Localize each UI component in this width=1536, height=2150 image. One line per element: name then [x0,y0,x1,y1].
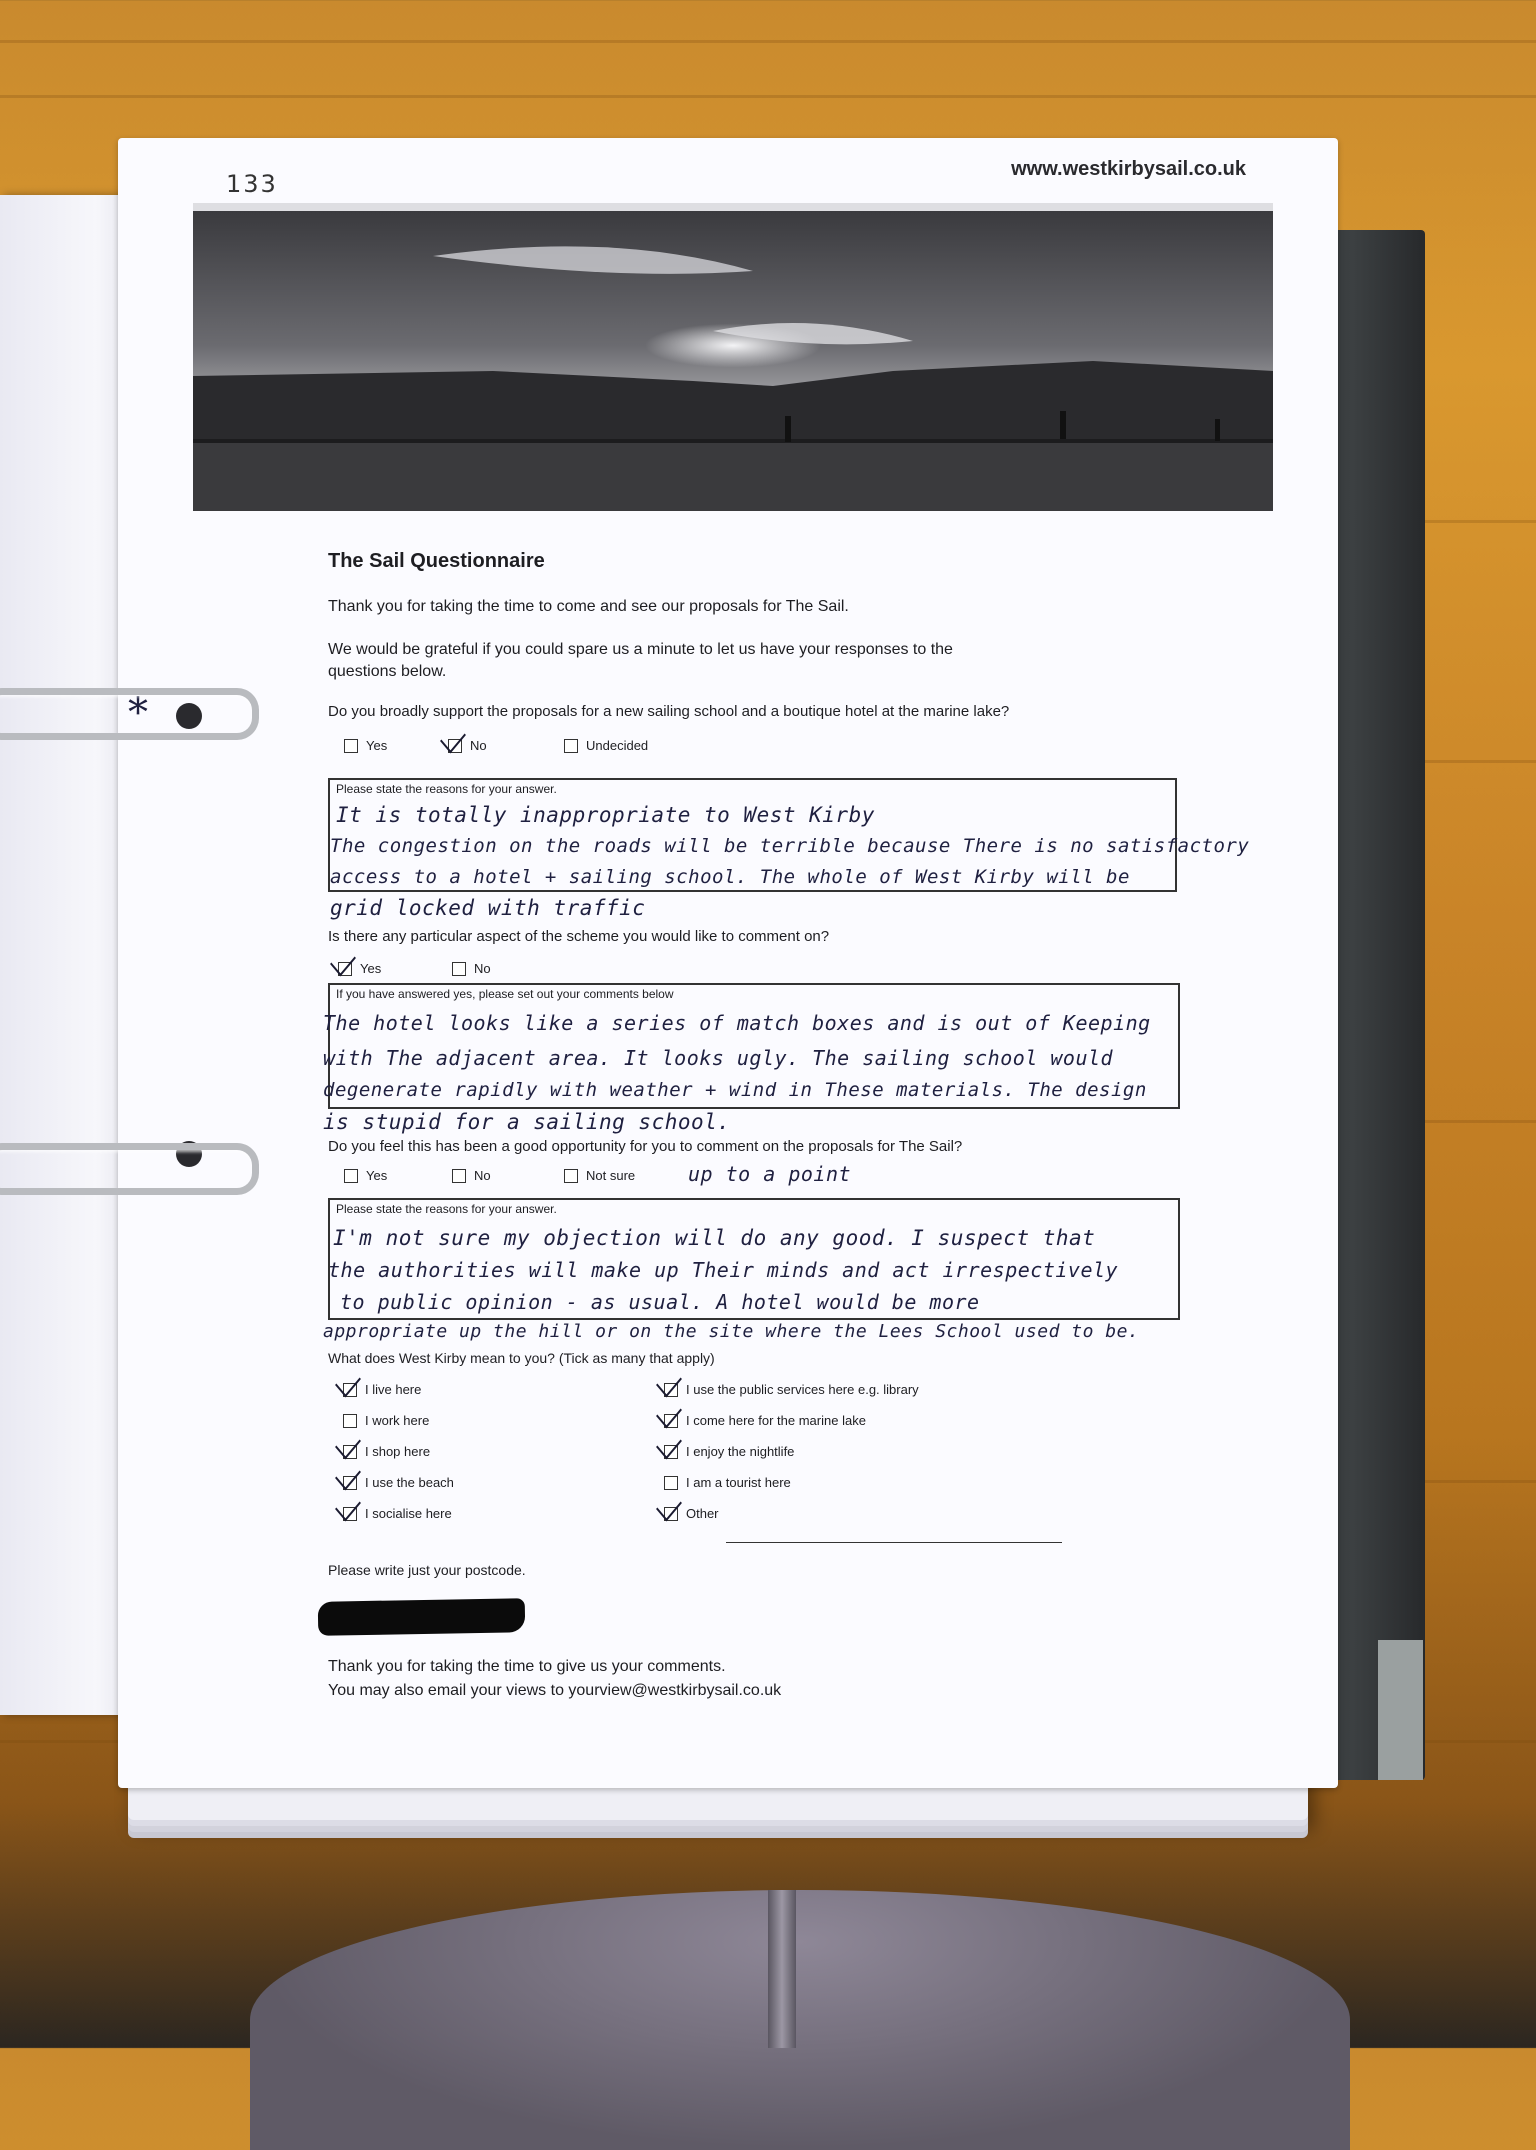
q2-yes-option[interactable] [338,961,381,976]
option-label: No [474,961,491,976]
lap-fabric [250,1890,1350,2150]
checkbox-checked[interactable] [343,1383,357,1397]
q4-beach-option[interactable] [343,1475,454,1490]
binder-edge [1378,1640,1423,1780]
question-1: Do you broadly support the proposals for a new sailing school and a boutique hotel at the marine lake? [328,703,1010,720]
intro-text-2: We would be grateful if you could spare us a minute to let us have your responses to the [328,641,953,658]
q1-undecided-option[interactable] [564,738,648,753]
option-label: I come here for the marine lake [686,1413,866,1428]
q4-work-here-option[interactable] [343,1413,429,1428]
tick-mark-icon [330,945,356,976]
tick-mark-icon [335,1428,361,1459]
tick-mark-icon [440,722,466,753]
answer-box-label: Please state the reasons for your answer. [336,782,557,796]
option-label: Not sure [586,1168,636,1183]
checkbox-checked[interactable] [664,1445,678,1459]
website-url: www.westkirbysail.co.uk [1011,158,1246,180]
checkbox-checked[interactable] [343,1476,357,1490]
tick-mark-icon [335,1490,361,1521]
option-label: Yes [366,738,388,753]
option-label: No [474,1168,491,1183]
option-label: I use the beach [365,1475,454,1490]
option-label: I shop here [365,1444,431,1459]
q4-nightlife-option[interactable] [664,1444,794,1459]
binder-ring [0,688,259,740]
checkbox[interactable] [452,1169,466,1183]
checkbox-checked[interactable] [664,1383,678,1397]
checkbox[interactable] [344,739,358,753]
q2-no-option[interactable] [452,961,491,976]
zipper-seam [768,1890,796,2048]
intro-text-2b: questions below. [328,663,447,680]
option-label: Other [686,1506,719,1521]
handwritten-note: up to a point [688,1162,852,1186]
checkbox-checked[interactable] [338,962,352,976]
question-3: Do you feel this has been a good opportunity for you to comment on the proposals for The Sail? [328,1138,963,1155]
option-label: I use the public services here e.g. library [686,1382,919,1397]
checkbox-checked[interactable] [448,739,462,753]
tick-mark-icon [656,1397,682,1428]
tick-mark-icon [335,1459,361,1490]
q4-other-option[interactable] [664,1506,719,1521]
q4-shop-here-option[interactable] [343,1444,430,1459]
closing-email-text: You may also email your views to yourview@westkirbysail.co.uk [328,1682,782,1699]
tick-mark-icon [335,1366,361,1397]
handwritten-line: grid locked with traffic [330,896,646,920]
checkbox[interactable] [452,962,466,976]
checkbox-checked[interactable] [664,1414,678,1428]
handwritten-line: degenerate rapidly with weather + wind in These materials. The design [323,1079,1147,1101]
checkbox[interactable] [343,1414,357,1428]
tick-mark-icon [656,1366,682,1397]
option-label: Undecided [586,738,649,753]
checkbox[interactable] [344,1169,358,1183]
q1-no-option[interactable] [448,738,487,753]
q4-marine-lake-option[interactable] [664,1413,866,1428]
handwritten-line: The hotel looks like a series of match boxes and is out of Keeping [323,1011,1151,1035]
q3-yes-option[interactable] [344,1168,387,1183]
q3-no-option[interactable] [452,1168,491,1183]
closing-text: Thank you for taking the time to give us your comments. [328,1658,726,1675]
handwritten-line: the authorities will make up Their minds and act irrespectively [328,1258,1119,1282]
handwritten-line: with The adjacent area. It looks ugly. The sailing school would [323,1046,1114,1070]
handwritten-line: I'm not sure my objection will do any good. I suspect that [333,1226,1096,1250]
questionnaire-page [118,138,1338,1788]
checkbox-checked[interactable] [664,1507,678,1521]
handwritten-line: appropriate up the hill or on the site where the Lees School used to be. [323,1321,1140,1342]
checkbox[interactable] [664,1476,678,1490]
answer-box-label: If you have answered yes, please set out your comments below [336,987,674,1001]
q4-tourist-option[interactable] [664,1475,791,1490]
checkbox[interactable] [564,1169,578,1183]
option-label: No [470,738,487,753]
q4-public-services-option[interactable] [664,1382,919,1397]
checkbox-checked[interactable] [343,1445,357,1459]
handwritten-line: It is totally inappropriate to West Kirby [336,803,875,827]
other-text-line[interactable] [726,1542,1062,1543]
redacted-postcode [318,1598,526,1636]
handwritten-line: The congestion on the roads will be terrible because There is no satisfactory [330,835,1250,857]
q3-not-sure-option[interactable] [564,1168,635,1183]
postcode-label: Please write just your postcode. [328,1562,526,1578]
option-label: I socialise here [365,1506,452,1521]
option-label: I enjoy the nightlife [686,1444,795,1459]
tick-mark-icon [656,1428,682,1459]
q1-yes-option[interactable] [344,738,387,753]
intro-text: Thank you for taking the time to come and see our proposals for The Sail. [328,598,849,615]
page-number: 133 [226,170,278,198]
checkbox-checked[interactable] [343,1507,357,1521]
option-label: Yes [366,1168,388,1183]
handwritten-line: is stupid for a sailing school. [323,1110,731,1134]
checkbox[interactable] [564,739,578,753]
question-4: What does West Kirby mean to you? (Tick as many that apply) [328,1350,715,1366]
tick-mark-icon [656,1490,682,1521]
margin-asterisk: * [128,690,148,736]
q4-live-here-option[interactable] [343,1382,421,1397]
q4-socialise-option[interactable] [343,1506,452,1521]
handwritten-line: access to a hotel + sailing school. The whole of West Kirby will be [330,866,1130,888]
option-label: Yes [360,961,382,976]
option-label: I work here [365,1413,430,1428]
option-label: I am a tourist here [686,1475,791,1490]
answer-box-label: Please state the reasons for your answer. [336,1202,557,1216]
handwritten-line: to public opinion - as usual. A hotel would be more [340,1290,980,1314]
form-title: The Sail Questionnaire [328,550,545,572]
option-label: I live here [365,1382,422,1397]
binder-ring [0,1143,259,1195]
sunset-photo [193,203,1273,511]
question-2: Is there any particular aspect of the scheme you would like to comment on? [328,928,830,945]
